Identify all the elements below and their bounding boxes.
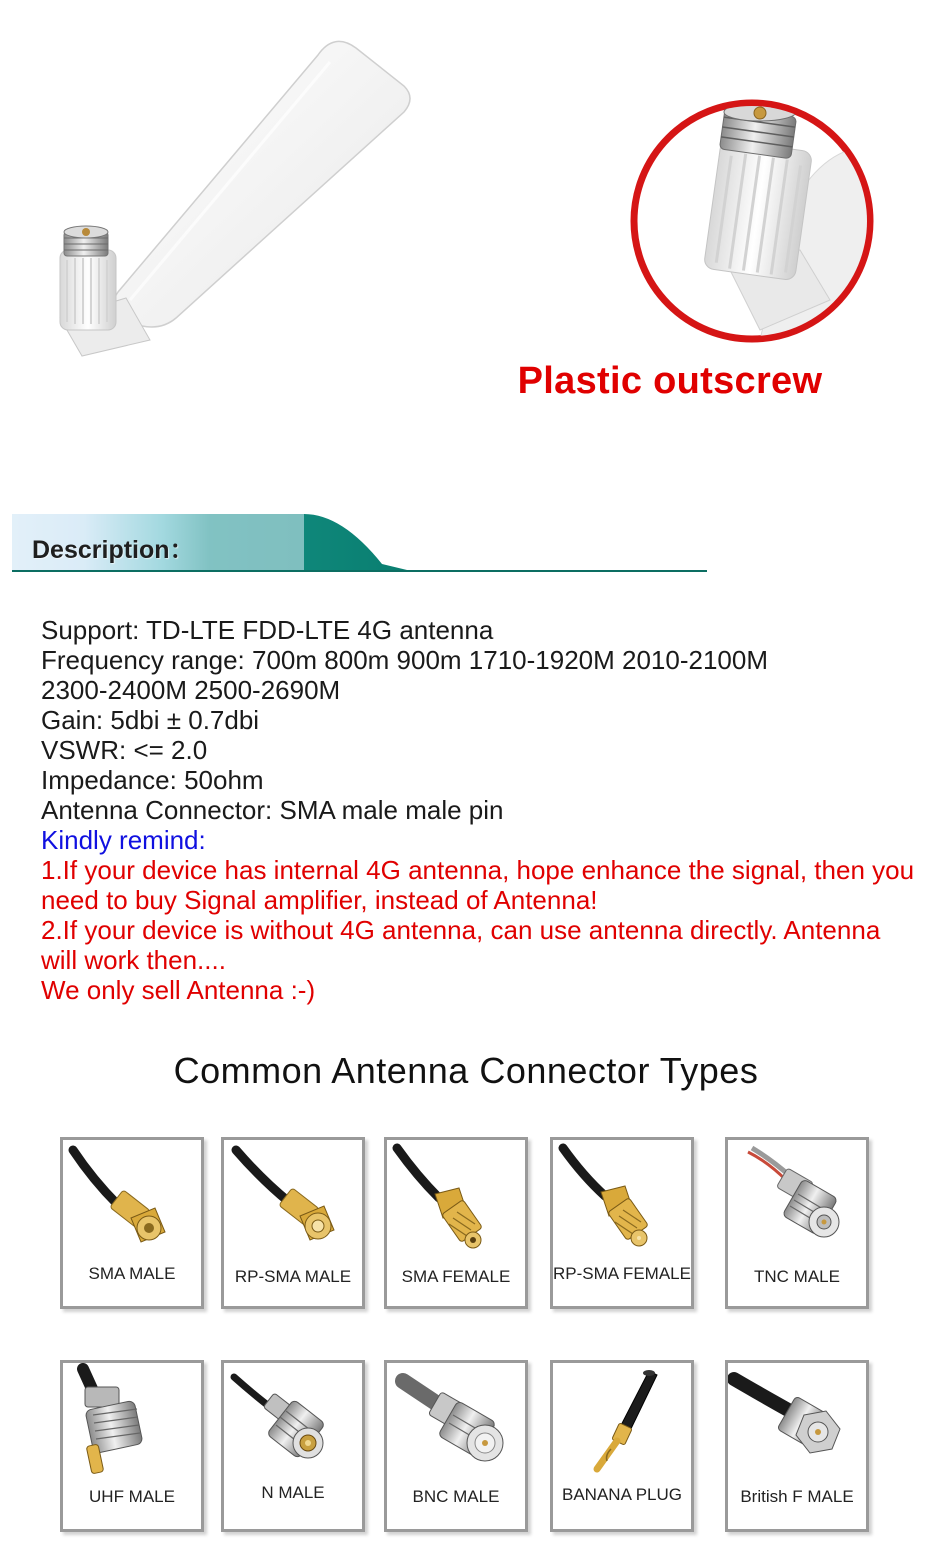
spec-frequency-cont: 2300-2400M 2500-2690M [41,675,341,705]
remind-line-1: 1.If your device has internal 4G antenna, hope enhance the signal, then you need to buy Signal amplifier, instead of Antenna! [41,855,915,915]
connector-label: BANANA PLUG [562,1485,682,1504]
remind-line-3: We only sell Antenna :-) [41,975,316,1005]
sma-female-icon [387,1140,527,1260]
antenna-product-illustration [0,0,932,480]
spec-vswr: VSWR: <= 2.0 [41,735,208,765]
spec-impedance: Impedance: 50ohm [41,765,264,795]
connector-label: SMA FEMALE [401,1267,511,1286]
tnc-male-icon [728,1140,868,1260]
british-f-male-icon [728,1363,868,1483]
connector-types-title: Common Antenna Connector Types [173,1050,759,1091]
rp-sma-female-icon [553,1140,693,1260]
description-heading: Description： [32,536,195,564]
spec-connector: Antenna Connector: SMA male male pin [41,795,504,825]
connector-tile-n-male [221,1360,365,1532]
spec-gain: Gain: 5dbi ± 0.7dbi [41,705,260,735]
connector-tile-banana-plug [550,1360,694,1532]
connector-label: N MALE [261,1483,325,1502]
connector-tile-british-f-male [725,1360,869,1532]
connector-label: BNC MALE [412,1487,500,1506]
connector-label: British F MALE [740,1487,854,1506]
n-male-icon [224,1363,364,1483]
paddle-antenna-icon [60,41,410,356]
plastic-outscrew-caption: Plastic outscrew [517,360,823,402]
remind-line-2: 2.If your device is without 4G antenna, can use antenna directly. Antenna will work then.... [41,915,881,975]
banana-plug-icon [553,1363,693,1483]
spec-support: Support: TD-LTE FDD-LTE 4G antenna [41,615,494,645]
rp-sma-male-icon [224,1140,364,1260]
connector-zoom-icon [634,103,900,340]
sma-male-icon [63,1140,203,1260]
connector-tile-sma-female [384,1137,528,1309]
connector-tile-tnc-male [725,1137,869,1309]
connector-tile-rp-sma-female [550,1137,694,1309]
connector-tile-rp-sma-male [221,1137,365,1309]
connector-label: SMA MALE [88,1264,176,1283]
spec-list [41,615,921,1005]
bnc-male-icon [387,1363,527,1483]
connector-label: TNC MALE [754,1267,840,1286]
connector-label: UHF MALE [89,1487,175,1506]
connector-label: RP-SMA MALE [234,1267,352,1286]
connector-label: RP-SMA FEMALE [553,1264,691,1283]
connector-tile-bnc-male [384,1360,528,1532]
connector-tile-sma-male [60,1137,204,1309]
remind-title: Kindly remind: [41,825,206,855]
connector-tile-uhf-male [60,1360,204,1532]
uhf-male-icon [63,1363,203,1483]
spec-frequency: Frequency range: 700m 800m 900m 1710-1920M 2010-2100M [41,645,769,675]
